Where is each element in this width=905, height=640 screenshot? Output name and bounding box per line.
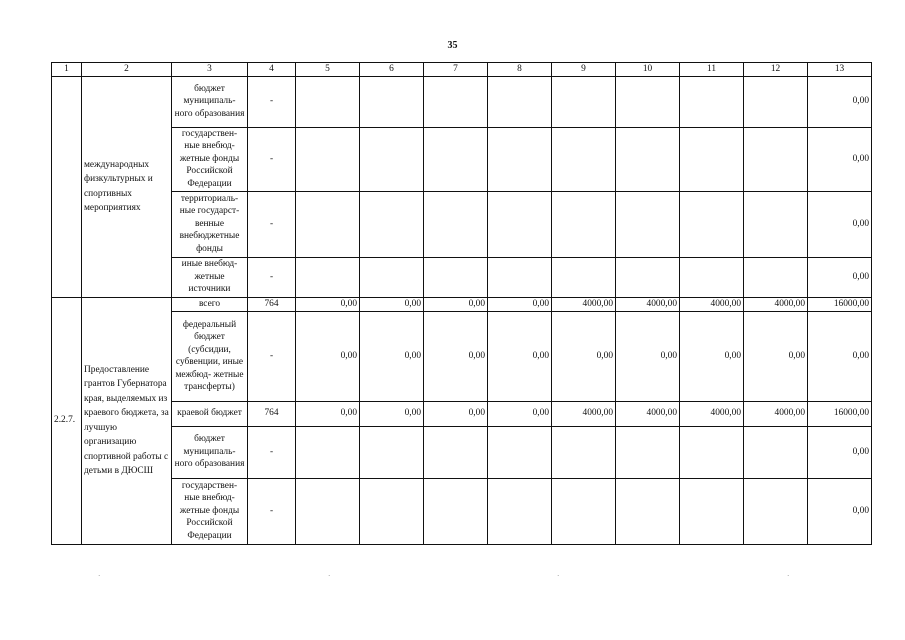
row-number-cell: 2.2.7. bbox=[52, 297, 82, 544]
header-cell: 3 bbox=[172, 63, 248, 77]
header-cell: 8 bbox=[488, 63, 552, 77]
value-cell: 0,00 bbox=[488, 311, 552, 401]
table-row bbox=[52, 478, 872, 544]
table-row bbox=[52, 191, 872, 257]
total-cell: 0,00 bbox=[808, 426, 872, 478]
total-cell: 0,00 bbox=[808, 191, 872, 257]
value-cell: 0,00 bbox=[360, 311, 424, 401]
value-cell: 0,00 bbox=[424, 297, 488, 311]
value-cell: 0,00 bbox=[424, 401, 488, 426]
header-cell: 10 bbox=[616, 63, 680, 77]
code-cell: - bbox=[248, 127, 296, 191]
code-cell: - bbox=[248, 76, 296, 127]
value-cell: 0,00 bbox=[296, 311, 360, 401]
value-cell: 0,00 bbox=[360, 297, 424, 311]
activity-name: Предоставление грантов Губернатора края, выделяемых из краевого бюджета, за лучшую организацию спортивной работы с детьми в ДЮСШ bbox=[82, 297, 172, 544]
header-row bbox=[52, 63, 872, 77]
header-cell: 1 bbox=[52, 63, 82, 77]
total-cell: 0,00 bbox=[808, 127, 872, 191]
header-cell: 4 bbox=[248, 63, 296, 77]
value-cell: 4000,00 bbox=[552, 297, 616, 311]
value-cell: 4000,00 bbox=[616, 401, 680, 426]
value-cell: 0,00 bbox=[360, 401, 424, 426]
table-row bbox=[52, 426, 872, 478]
value-cell: 4000,00 bbox=[744, 401, 808, 426]
funding-source: территориаль- ные государст- венные внебюджетные фонды bbox=[172, 191, 248, 257]
header-cell: 2 bbox=[82, 63, 172, 77]
value-cell: 0,00 bbox=[552, 311, 616, 401]
header-cell: 5 bbox=[296, 63, 360, 77]
funding-source: государствен- ные внебюд- жетные фонды Российской Федерации bbox=[172, 478, 248, 544]
funding-source: иные внебюд- жетные источники bbox=[172, 257, 248, 297]
value-cell: 16000,00 bbox=[808, 297, 872, 311]
table-row bbox=[52, 401, 872, 426]
scan-artifact: · bbox=[557, 572, 560, 580]
funding-source: бюджет муниципаль- ного образования bbox=[172, 76, 248, 127]
header-cell: 11 bbox=[680, 63, 744, 77]
code-cell: - bbox=[248, 191, 296, 257]
code-cell: - bbox=[248, 426, 296, 478]
value-cell: 4000,00 bbox=[552, 401, 616, 426]
value-cell: 0,00 bbox=[296, 401, 360, 426]
funding-source: краевой бюджет bbox=[172, 401, 248, 426]
header-cell: 6 bbox=[360, 63, 424, 77]
value-cell: 0,00 bbox=[808, 311, 872, 401]
table-row bbox=[52, 311, 872, 401]
value-cell: 4000,00 bbox=[680, 401, 744, 426]
total-cell: 0,00 bbox=[808, 76, 872, 127]
row-number-cell bbox=[52, 76, 82, 297]
header-cell: 13 bbox=[808, 63, 872, 77]
code-cell: - bbox=[248, 311, 296, 401]
table-row bbox=[52, 257, 872, 297]
total-cell: 0,00 bbox=[808, 478, 872, 544]
table-row bbox=[52, 297, 872, 311]
header-cell: 9 bbox=[552, 63, 616, 77]
table-row bbox=[52, 127, 872, 191]
value-cell: 0,00 bbox=[616, 311, 680, 401]
value-cell: 0,00 bbox=[488, 297, 552, 311]
value-cell: 0,00 bbox=[744, 311, 808, 401]
code-cell: 764 bbox=[248, 297, 296, 311]
scan-artifact: · bbox=[98, 572, 101, 580]
header-cell: 12 bbox=[744, 63, 808, 77]
value-cell: 16000,00 bbox=[808, 401, 872, 426]
code-cell: - bbox=[248, 257, 296, 297]
scan-artifact: · bbox=[328, 572, 331, 580]
funding-source: бюджет муниципаль- ного образования bbox=[172, 426, 248, 478]
table-row bbox=[52, 76, 872, 127]
code-cell: 764 bbox=[248, 401, 296, 426]
total-cell: 0,00 bbox=[808, 257, 872, 297]
code-cell: - bbox=[248, 478, 296, 544]
value-cell: 4000,00 bbox=[744, 297, 808, 311]
value-cell: 0,00 bbox=[424, 311, 488, 401]
budget-table bbox=[51, 62, 872, 545]
value-cell: 4000,00 bbox=[680, 297, 744, 311]
header-cell: 7 bbox=[424, 63, 488, 77]
funding-source: государствен- ные внебюд- жетные фонды Российской Федерации bbox=[172, 127, 248, 191]
funding-source: всего bbox=[172, 297, 248, 311]
value-cell: 0,00 bbox=[680, 311, 744, 401]
value-cell: 0,00 bbox=[488, 401, 552, 426]
funding-source: федеральный бюджет (субсидии, субвенции, иные межбюд- жетные трансферты) bbox=[172, 311, 248, 401]
value-cell: 0,00 bbox=[296, 297, 360, 311]
activity-name: международных физкультурных и спортивных мероприятиях bbox=[82, 76, 172, 297]
page-number: 35 bbox=[447, 40, 458, 51]
value-cell: 4000,00 bbox=[616, 297, 680, 311]
scan-artifact: · bbox=[787, 572, 790, 580]
